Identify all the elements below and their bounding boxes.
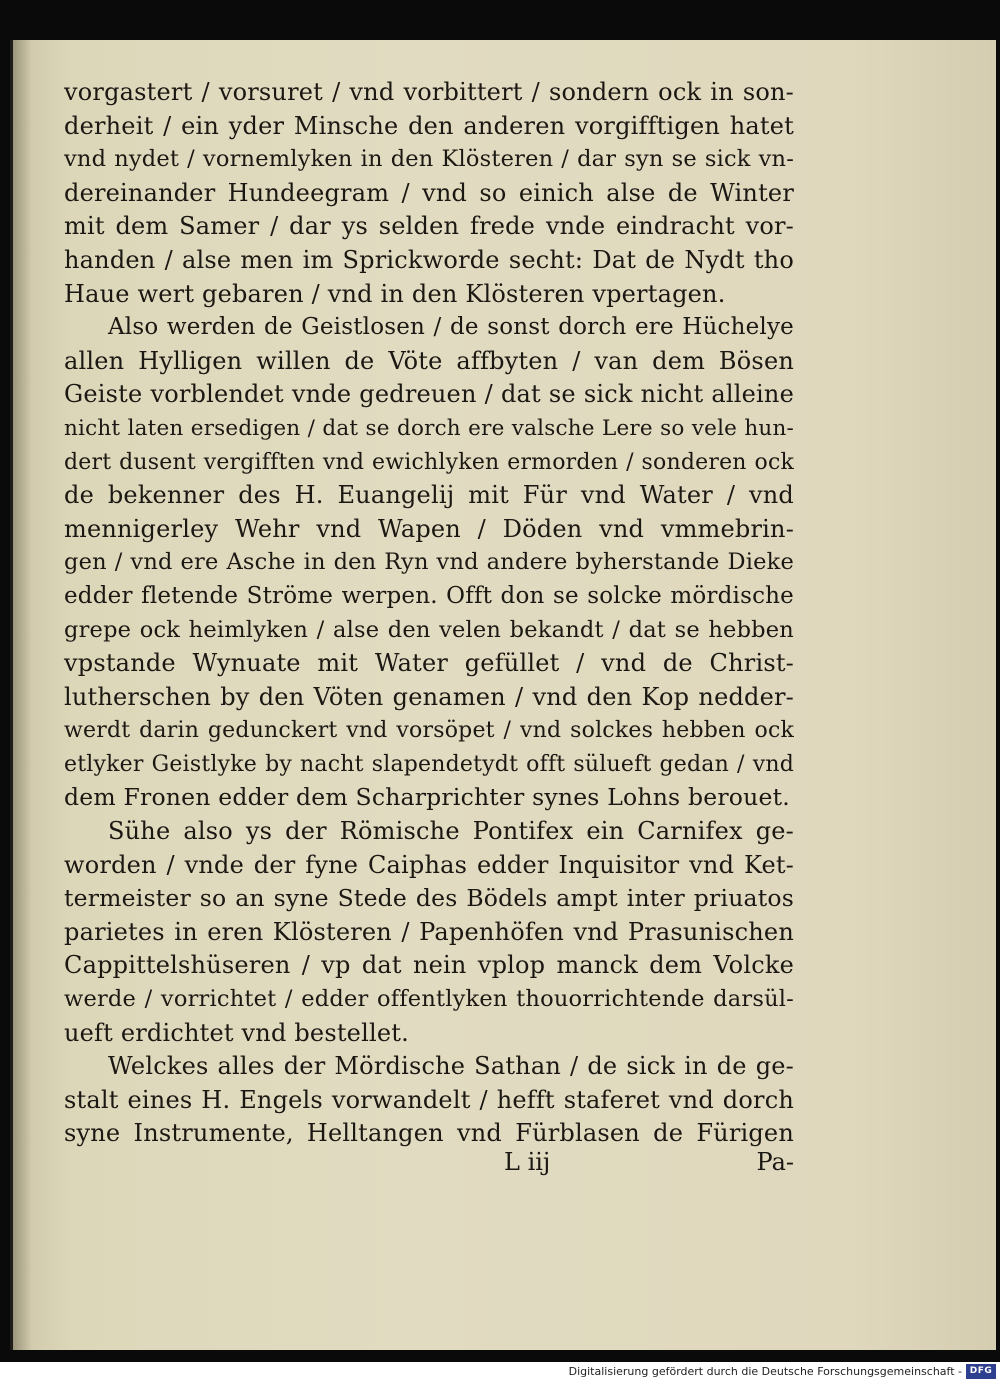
text-line: syne Instrumente, Helltangen vnd Fürblasen de Fürigen xyxy=(64,1119,794,1148)
text-line: mennigerley Wehr vnd Wapen / Döden vnd vmmebrin- xyxy=(64,514,794,543)
text-line: Geiste vorblendet vnde gedreuen / dat se sick nicht alleine xyxy=(64,380,794,409)
funding-credit: Digitalisierung gefördert durch die Deutsche Forschungsgemeinschaft - xyxy=(568,1365,962,1378)
text-line: etlyker Geistlyke by nacht slapendetydt offt sülueft gedan / vnd xyxy=(64,751,794,777)
text-line: gen / vnd ere Asche in den Ryn vnd andere byherstande Dieke xyxy=(64,549,794,576)
page-gutter-shadow xyxy=(10,40,32,1350)
text-line: grepe ock heimlyken / alse den velen bekandt / dat se hebben xyxy=(64,616,794,643)
text-line: vorgastert / vorsuret / vnd vorbittert / sondern ock in son- xyxy=(64,78,794,106)
text-line: ueft erdichtet vnd bestellet. xyxy=(64,1018,409,1047)
text-line: derheit / ein yder Minsche den anderen vorgifftigen hatet xyxy=(64,111,794,140)
text-line: vpstande Wynuate mit Water gefüllet / vnd de Christ- xyxy=(64,649,794,678)
text-line: werde / vorrichtet / edder offentlyken thouorrichtende darsül- xyxy=(64,986,794,1013)
text-line: termeister so an syne Stede des Bödels ampt inter priuatos xyxy=(64,884,794,913)
text-line: Welckes alles der Mördische Sathan / de sick in de ge- xyxy=(108,1052,794,1081)
text-line: de bekenner des H. Euangelij mit Für vnd Water / vnd xyxy=(64,481,794,510)
text-line: Cappittelshüseren / vp dat nein vplop manck dem Volcke xyxy=(64,951,794,980)
text-line: dem Fronen edder dem Scharprichter synes Lohns berouet. xyxy=(64,783,790,812)
text-line: lutherschen by den Vöten genamen / vnd den Kop nedder- xyxy=(64,682,794,711)
page-footer xyxy=(64,1148,794,1182)
dfg-logo: DFG xyxy=(966,1364,996,1379)
text-line: mit dem Samer / dar ys selden frede vnde eindracht vor- xyxy=(64,212,794,241)
text-line: Haue wert gebaren / vnd in den Klösteren vpertagen. xyxy=(64,279,726,308)
text-line: werdt darin gedunckert vnd vorsöpet / vnd solckes hebben ock xyxy=(64,718,794,744)
text-line: stalt eines H. Engels vorwandelt / hefft staferet vnd dorch xyxy=(64,1085,794,1114)
text-line: worden / vnde der fyne Caiphas edder Inquisitor vnd Ket- xyxy=(64,850,794,879)
credit-bar xyxy=(0,1362,1000,1382)
text-line: handen / alse men im Sprickworde secht: Dat de Nydt tho xyxy=(64,245,794,274)
text-line: allen Hylligen willen de Vöte affbyten / van dem Bösen xyxy=(64,346,794,375)
signature-mark: L iij xyxy=(504,1148,551,1176)
text-line: edder fletende Ströme werpen. Offt don se solcke mördische xyxy=(64,582,794,609)
catchword: Pa- xyxy=(756,1148,794,1176)
body-text xyxy=(64,76,794,1151)
text-line: nicht laten ersedigen / dat se dorch ere valsche Lere so vele hun- xyxy=(64,415,794,441)
text-line: dert dusent vergifften vnd ewichlyken ermorden / sonderen ock xyxy=(64,449,794,475)
text-line: Also werden de Geistlosen / de sonst dorch ere Hüchelye xyxy=(108,314,794,341)
text-line: vnd nydet / vornemlyken in den Klösteren / dar syn se sick vn- xyxy=(64,146,794,173)
text-line: dereinander Hundeegram / vnd so einich alse de Winter xyxy=(64,178,794,207)
text-line: parietes in eren Klösteren / Papenhöfen vnd Prasunischen xyxy=(64,917,794,946)
text-line: Sühe also ys der Römische Pontifex ein Carnifex ge- xyxy=(108,817,794,846)
